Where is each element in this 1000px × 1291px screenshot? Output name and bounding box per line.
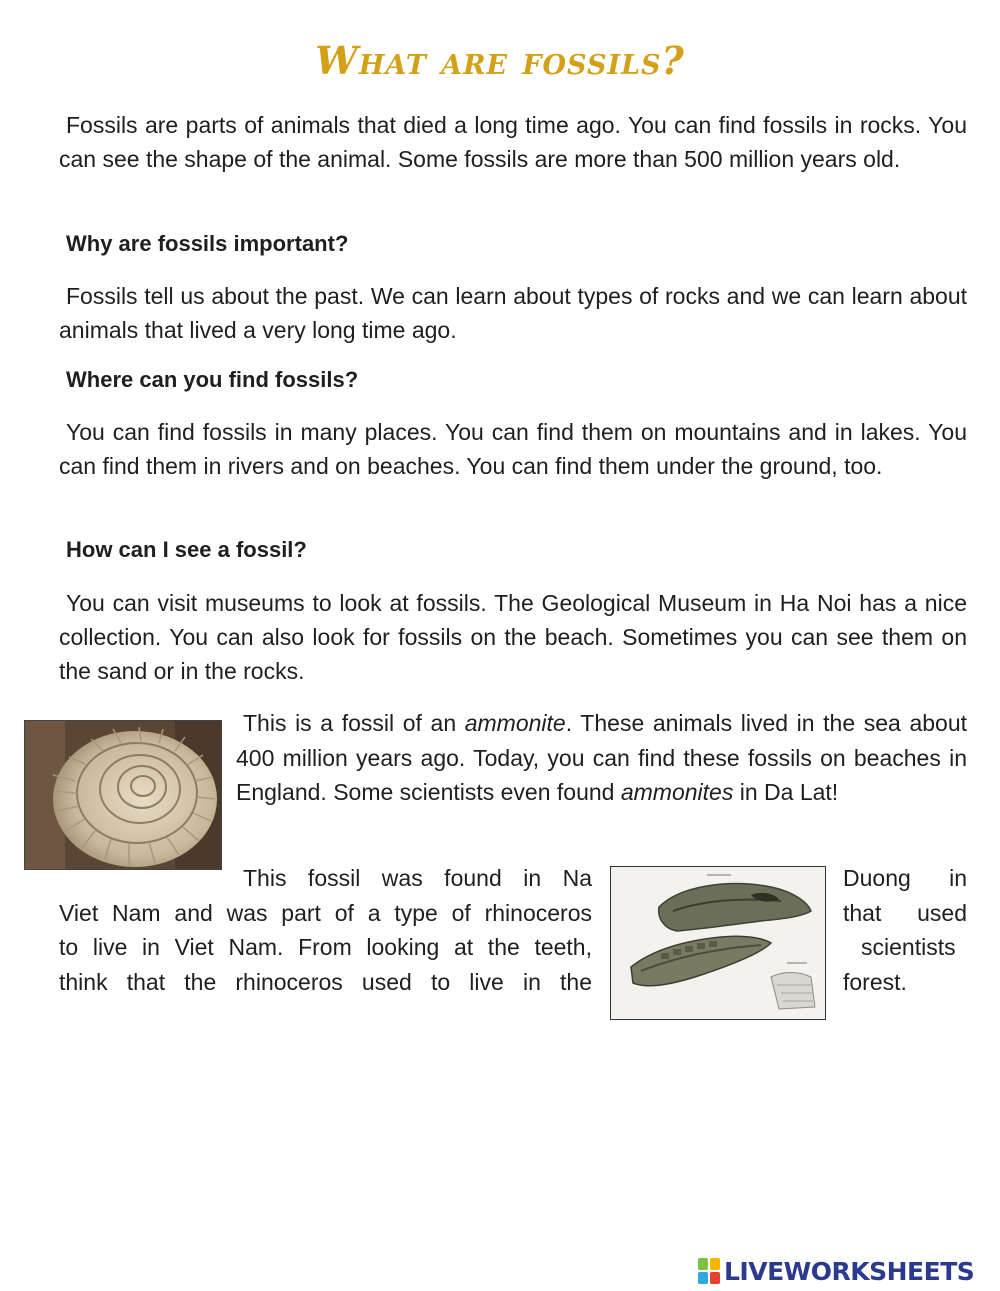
- section-heading-where: Where can you find fossils?: [66, 367, 359, 392]
- logo-square: [710, 1272, 720, 1284]
- section-body-importance: [59, 279, 967, 347]
- rhinoceros-fossil-illustration: [611, 867, 825, 1019]
- page-title: What are fossils?: [315, 38, 685, 83]
- rhino-paragraph-left: [59, 861, 592, 999]
- logo-square: [698, 1258, 708, 1270]
- rhino-line: This fossil was found in Na: [243, 865, 592, 891]
- rhino-line: scientists: [861, 934, 956, 960]
- rhino-line: forest.: [843, 968, 907, 995]
- ammonite-illustration: [25, 721, 221, 869]
- intro-paragraph: [59, 108, 967, 176]
- logo-square: [710, 1258, 720, 1270]
- logo-text: LIVEWORKSHEETS: [724, 1256, 975, 1286]
- ammonite-text-before: This is a fossil of an: [243, 710, 465, 736]
- section-body-where: [59, 415, 967, 483]
- ammonite-text-middle: . These animals lived in the sea about 400 million years ago. Today, you can find these fossils on beaches in England. Some scientists even found: [236, 710, 968, 805]
- section-body-how: [59, 586, 967, 688]
- ammonite-paragraph: [236, 706, 967, 810]
- rhino-line: that used: [843, 899, 967, 926]
- rhino-line: think that the rhinoceros used to live in the: [59, 968, 592, 995]
- section-heading-how: How can I see a fossil?: [66, 537, 307, 562]
- ammonite-photo: [24, 720, 222, 870]
- rhinoceros-fossil-photo: [610, 866, 826, 1020]
- section-heading-importance: Why are fossils important?: [66, 231, 349, 256]
- rhino-paragraph-right: [843, 861, 967, 999]
- rhino-line: Viet Nam and was part of a type of rhinoceros: [59, 899, 592, 926]
- ammonite-term: ammonite: [464, 710, 566, 736]
- liveworksheets-logo[interactable]: [698, 1256, 974, 1286]
- ammonite-text-after: in Da Lat!: [733, 779, 839, 805]
- section-body-text: You can visit museums to look at fossils. The Geological Museum in Ha Noi has a nice collection. You can also look for fossils on the beach. Sometimes you can see them on the sand or in the rocks.: [59, 590, 967, 684]
- logo-mark-icon: [698, 1258, 720, 1284]
- section-body-text: You can find fossils in many places. You can find them on mountains and in lakes. You can find them in rivers and on beaches. You can find them under the ground, too.: [59, 419, 967, 479]
- logo-square: [698, 1272, 708, 1284]
- intro-text: Fossils are parts of animals that died a long time ago. You can find fossils in rocks. You can see the shape of the animal. Some fossils are more than 500 million years old.: [59, 112, 967, 172]
- rhino-line: to live in Viet Nam. From looking at the teeth,: [59, 934, 592, 960]
- section-body-text: Fossils tell us about the past. We can learn about types of rocks and we can learn about animals that lived a very long time ago.: [59, 283, 967, 343]
- ammonite-term-plural: ammonites: [620, 779, 734, 805]
- rhino-line: Duong in: [843, 865, 967, 891]
